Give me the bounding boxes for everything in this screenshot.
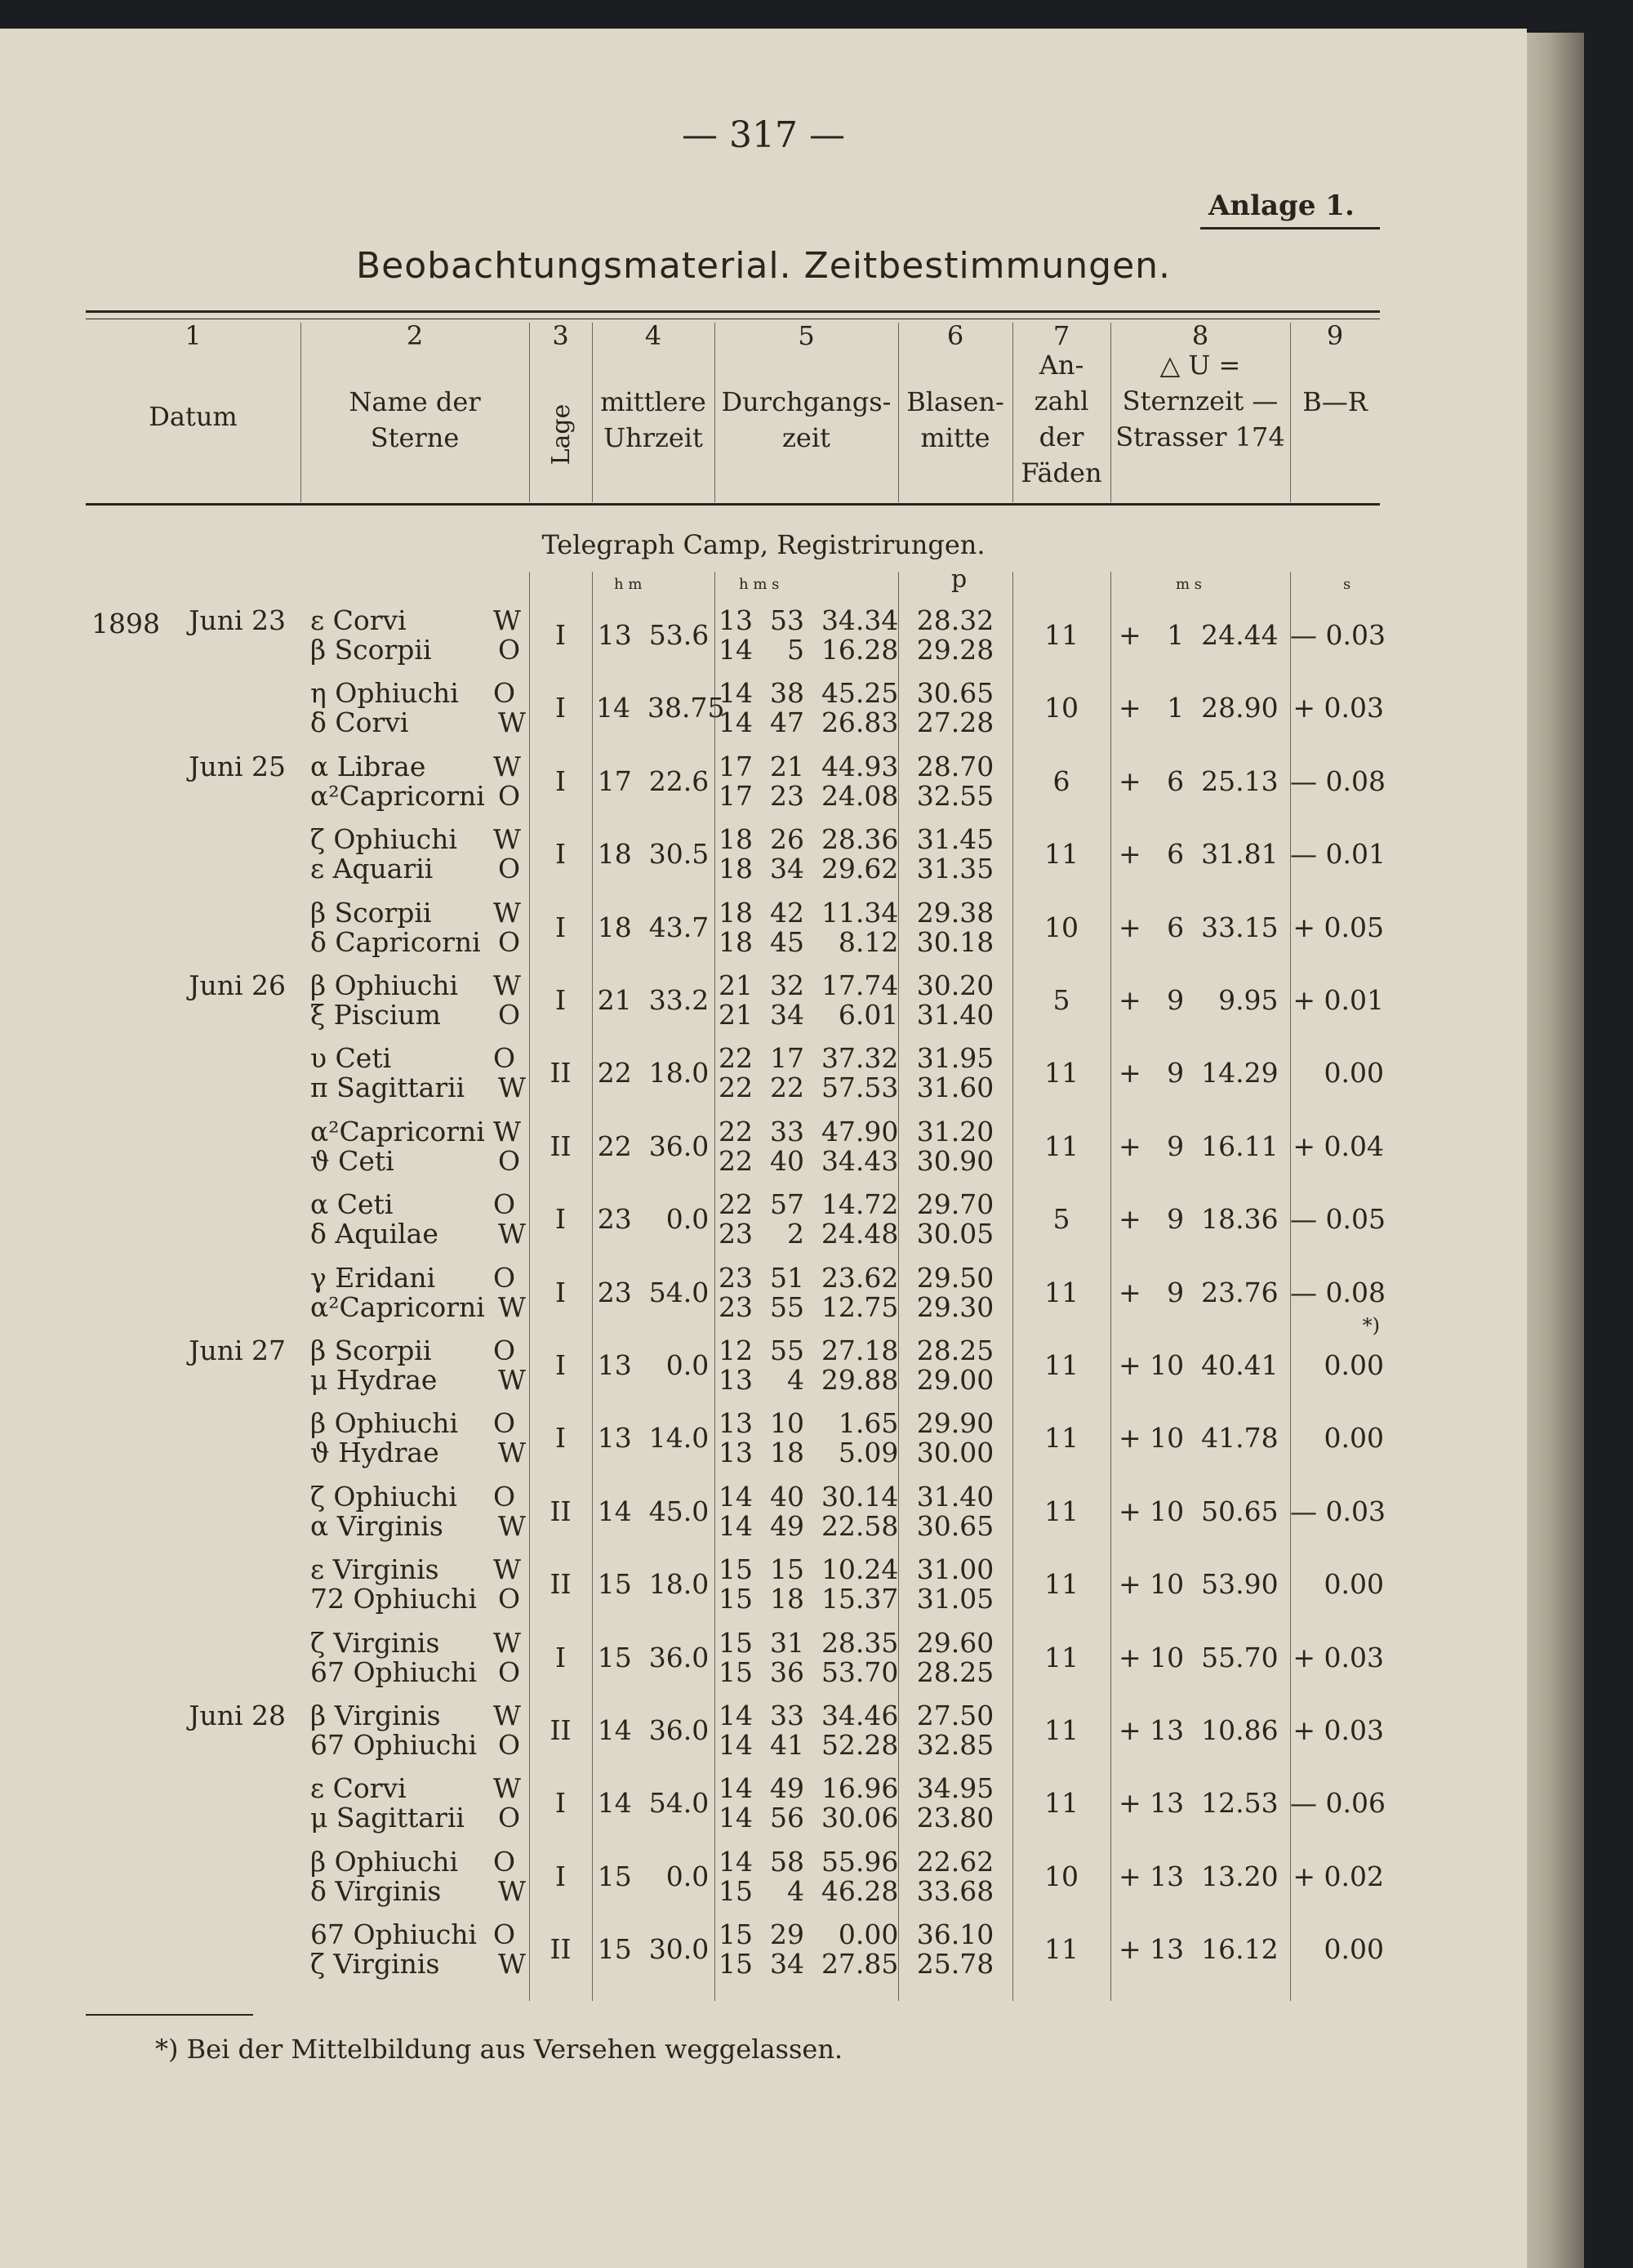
b-minus-r: — 0.08 bbox=[1290, 1276, 1386, 1308]
b-minus-r: + 0.03 bbox=[1293, 692, 1384, 724]
mean-clock-time: 14 36.0 bbox=[597, 1714, 710, 1746]
b-minus-r: 0.00 bbox=[1324, 1422, 1384, 1455]
star-name-2: α²Capricorni bbox=[310, 1290, 485, 1323]
delta-u: + 10 55.70 bbox=[1119, 1641, 1279, 1673]
lage-value: II bbox=[550, 1568, 572, 1601]
annex-label: Anlage 1. bbox=[1208, 189, 1355, 222]
thread-count: 11 bbox=[1044, 1568, 1079, 1601]
b-minus-r: — 0.05 bbox=[1290, 1203, 1386, 1236]
delta-u: + 9 9.95 bbox=[1119, 984, 1279, 1016]
transit-time-1: 14 49 16.96 bbox=[719, 1772, 899, 1805]
b-minus-r: + 0.02 bbox=[1293, 1860, 1384, 1892]
transit-time-2: 17 23 24.08 bbox=[719, 779, 899, 812]
bubble-middle-1: 31.20 bbox=[916, 1115, 994, 1147]
thread-count: 11 bbox=[1044, 1787, 1079, 1820]
star-position-1: O bbox=[493, 1335, 516, 1366]
transit-time-2: 23 55 12.75 bbox=[719, 1290, 899, 1323]
b-minus-r: — 0.03 bbox=[1290, 1495, 1386, 1527]
page-title: Beobachtungsmaterial. Zeitbestimmungen. bbox=[355, 245, 1172, 287]
star-name-2: ξ Piscium bbox=[310, 999, 441, 1031]
star-position-2: O bbox=[498, 779, 521, 812]
star-position-1: O bbox=[493, 1480, 516, 1513]
transit-time-2: 18 34 29.62 bbox=[719, 853, 899, 885]
star-position-2: O bbox=[498, 999, 521, 1031]
star-position-2: W bbox=[498, 1509, 526, 1542]
star-position-2: O bbox=[498, 853, 521, 885]
star-name-1: ζ Ophiuchi bbox=[310, 823, 457, 856]
star-name-2: μ Sagittarii bbox=[310, 1802, 465, 1834]
transit-time-1: 15 29 0.00 bbox=[719, 1918, 899, 1951]
star-name-2: δ Virginis bbox=[310, 1874, 442, 1907]
star-position-1: W bbox=[493, 750, 521, 782]
unit-uhr: h m bbox=[614, 576, 643, 593]
bubble-middle-2: 30.90 bbox=[916, 1144, 994, 1177]
bubble-middle-1: 31.95 bbox=[916, 1042, 994, 1075]
transit-time-2: 14 56 30.06 bbox=[719, 1802, 899, 1834]
lage-value: I bbox=[554, 1276, 567, 1308]
delta-u: + 10 53.90 bbox=[1119, 1568, 1279, 1601]
column-divider bbox=[592, 572, 593, 2001]
column-header-6: Blasen- mitte bbox=[906, 386, 1004, 453]
lage-value: I bbox=[554, 1787, 567, 1820]
star-position-2: O bbox=[498, 634, 521, 666]
star-name-2: α²Capricorni bbox=[310, 779, 485, 812]
bubble-middle-2: 31.05 bbox=[916, 1583, 994, 1615]
b-minus-r: + 0.04 bbox=[1293, 1130, 1384, 1162]
star-name-2: ϑ Hydrae bbox=[310, 1437, 439, 1469]
transit-time-1: 14 38 45.25 bbox=[719, 677, 899, 710]
lage-value: II bbox=[550, 1933, 572, 1966]
b-minus-r: — 0.06 bbox=[1290, 1787, 1386, 1820]
bubble-middle-2: 30.65 bbox=[916, 1509, 994, 1542]
bubble-middle-1: 31.40 bbox=[916, 1480, 994, 1513]
star-position-2: O bbox=[498, 1144, 521, 1177]
star-position-2: W bbox=[498, 1072, 526, 1104]
transit-time-2: 18 45 8.12 bbox=[719, 925, 899, 958]
delta-u: + 6 31.81 bbox=[1119, 838, 1279, 871]
mean-clock-time: 13 0.0 bbox=[597, 1349, 710, 1381]
lage-value: I bbox=[554, 1641, 567, 1673]
transit-time-2: 15 4 46.28 bbox=[719, 1874, 899, 1907]
b-minus-r: — 0.01 bbox=[1290, 838, 1386, 871]
transit-time-1: 14 33 34.46 bbox=[719, 1700, 899, 1731]
delta-u: + 13 13.20 bbox=[1119, 1860, 1279, 1892]
mean-clock-time: 15 18.0 bbox=[597, 1568, 710, 1601]
column-header-9: B—R bbox=[1302, 386, 1368, 417]
star-position-1: O bbox=[493, 1188, 516, 1221]
transit-time-2: 14 47 26.83 bbox=[719, 706, 899, 739]
star-name-2: β Scorpii bbox=[310, 634, 432, 666]
transit-time-1: 14 40 30.14 bbox=[719, 1480, 899, 1513]
row-date: Juni 26 bbox=[189, 969, 286, 1001]
b-minus-r: + 0.03 bbox=[1293, 1714, 1384, 1746]
bubble-middle-2: 32.55 bbox=[916, 779, 994, 812]
thread-count: 10 bbox=[1044, 911, 1079, 943]
bubble-middle-1: 29.50 bbox=[916, 1261, 994, 1294]
star-position-1: W bbox=[493, 1700, 521, 1731]
star-position-2: O bbox=[498, 1655, 521, 1688]
b-minus-r: + 0.03 bbox=[1293, 1641, 1384, 1673]
mean-clock-time: 23 0.0 bbox=[597, 1203, 710, 1236]
row-date: Juni 27 bbox=[189, 1335, 286, 1366]
bubble-middle-2: 27.28 bbox=[916, 706, 994, 739]
unit-durch: h m s bbox=[739, 576, 780, 593]
bubble-middle-1: 28.32 bbox=[916, 604, 994, 636]
page-number: — 317 — bbox=[682, 114, 845, 156]
bubble-middle-2: 31.40 bbox=[916, 999, 994, 1031]
column-number: 8 bbox=[1191, 320, 1209, 351]
thread-count: 5 bbox=[1052, 984, 1070, 1016]
b-minus-r: — 0.03 bbox=[1290, 619, 1386, 651]
column-number: 7 bbox=[1052, 320, 1070, 351]
star-position-2: W bbox=[498, 1874, 526, 1907]
star-name-1: ζ Virginis bbox=[310, 1626, 440, 1659]
column-header-2: Name der Sterne bbox=[349, 386, 481, 453]
star-position-2: W bbox=[498, 706, 526, 739]
mean-clock-time: 18 43.7 bbox=[597, 911, 710, 943]
lage-value: II bbox=[550, 1057, 572, 1089]
star-name-1: ε Corvi bbox=[310, 604, 407, 636]
star-name-1: ζ Ophiuchi bbox=[310, 1480, 457, 1513]
bubble-middle-2: 29.28 bbox=[916, 634, 994, 666]
thread-count: 11 bbox=[1044, 838, 1079, 871]
footnote-rule bbox=[86, 2014, 253, 2016]
b-minus-r: 0.00 bbox=[1324, 1057, 1384, 1089]
transit-time-2: 23 2 24.48 bbox=[719, 1218, 899, 1250]
star-name-2: α Virginis bbox=[310, 1509, 443, 1542]
mean-clock-time: 22 18.0 bbox=[597, 1057, 710, 1089]
bubble-middle-1: 28.25 bbox=[916, 1335, 994, 1366]
thread-count: 6 bbox=[1052, 764, 1070, 797]
mean-clock-time: 14 38.75 bbox=[596, 692, 725, 724]
thread-count: 11 bbox=[1044, 1933, 1079, 1966]
bubble-middle-1: 31.00 bbox=[916, 1553, 994, 1586]
star-name-1: 67 Ophiuchi bbox=[310, 1918, 478, 1951]
mean-clock-time: 23 54.0 bbox=[597, 1276, 710, 1308]
transit-time-1: 21 32 17.74 bbox=[719, 969, 899, 1001]
star-position-2: W bbox=[498, 1364, 526, 1396]
star-name-1: β Ophiuchi bbox=[310, 1845, 459, 1878]
star-name-1: β Ophiuchi bbox=[310, 969, 459, 1001]
delta-u: + 10 40.41 bbox=[1119, 1349, 1279, 1381]
lage-value: I bbox=[554, 911, 567, 943]
transit-time-1: 22 17 37.32 bbox=[719, 1042, 899, 1075]
transit-time-2: 14 41 52.28 bbox=[719, 1729, 899, 1761]
lage-value: I bbox=[554, 984, 567, 1016]
star-position-1: W bbox=[493, 896, 521, 929]
transit-time-1: 17 21 44.93 bbox=[719, 750, 899, 782]
star-position-1: W bbox=[493, 823, 521, 856]
unit-blase: p bbox=[951, 565, 968, 594]
lage-value: I bbox=[554, 692, 567, 724]
star-position-1: O bbox=[493, 1042, 516, 1075]
transit-time-2: 13 4 29.88 bbox=[719, 1364, 899, 1396]
delta-u: + 1 28.90 bbox=[1119, 692, 1279, 724]
bubble-middle-1: 29.90 bbox=[916, 1407, 994, 1440]
delta-u: + 10 50.65 bbox=[1119, 1495, 1279, 1527]
column-number: 2 bbox=[406, 320, 424, 351]
thread-count: 11 bbox=[1044, 619, 1079, 651]
star-name-2: ζ Virginis bbox=[310, 1948, 440, 1981]
lage-value: II bbox=[550, 1495, 572, 1527]
transit-time-1: 13 10 1.65 bbox=[719, 1407, 899, 1440]
transit-time-2: 14 5 16.28 bbox=[719, 634, 899, 666]
lage-value: I bbox=[554, 838, 567, 871]
mean-clock-time: 17 22.6 bbox=[597, 764, 710, 797]
bubble-middle-2: 25.78 bbox=[916, 1948, 994, 1981]
star-name-2: 72 Ophiuchi bbox=[310, 1583, 478, 1615]
transit-time-1: 13 53 34.34 bbox=[719, 604, 899, 636]
row-date: Juni 28 bbox=[189, 1700, 286, 1731]
transit-time-1: 22 33 47.90 bbox=[719, 1115, 899, 1147]
thread-count: 11 bbox=[1044, 1714, 1079, 1746]
lage-value: II bbox=[550, 1130, 572, 1162]
transit-time-2: 22 22 57.53 bbox=[719, 1072, 899, 1104]
b-minus-r: 0.00 bbox=[1324, 1568, 1384, 1601]
bubble-middle-1: 36.10 bbox=[916, 1918, 994, 1951]
star-name-1: β Scorpii bbox=[310, 1335, 432, 1366]
delta-u: + 13 16.12 bbox=[1119, 1933, 1279, 1966]
star-name-2: δ Aquilae bbox=[310, 1218, 438, 1250]
bubble-middle-2: 30.00 bbox=[916, 1437, 994, 1469]
star-position-2: W bbox=[498, 1948, 526, 1981]
bubble-middle-1: 22.62 bbox=[916, 1845, 994, 1878]
transit-time-2: 21 34 6.01 bbox=[719, 999, 899, 1031]
lage-value: II bbox=[550, 1714, 572, 1746]
star-name-1: η Ophiuchi bbox=[310, 677, 459, 710]
delta-u: + 6 33.15 bbox=[1119, 911, 1279, 943]
lage-value: I bbox=[554, 1203, 567, 1236]
star-name-2: π Sagittarii bbox=[310, 1072, 465, 1104]
bubble-middle-1: 30.20 bbox=[916, 969, 994, 1001]
thread-count: 11 bbox=[1044, 1422, 1079, 1455]
header-bottom-rule bbox=[86, 503, 1380, 506]
lage-value: I bbox=[554, 764, 567, 797]
thread-count: 5 bbox=[1052, 1203, 1070, 1236]
mean-clock-time: 15 30.0 bbox=[597, 1933, 710, 1966]
mean-clock-time: 18 30.5 bbox=[597, 838, 710, 871]
star-position-1: O bbox=[493, 1261, 516, 1294]
thread-count: 11 bbox=[1044, 1349, 1079, 1381]
star-name-1: α Librae bbox=[310, 750, 426, 782]
column-divider bbox=[714, 572, 715, 2001]
mean-clock-time: 15 0.0 bbox=[597, 1860, 710, 1892]
star-name-2: μ Hydrae bbox=[310, 1364, 438, 1396]
transit-time-2: 15 36 53.70 bbox=[719, 1655, 899, 1688]
b-minus-r: 0.00 bbox=[1324, 1349, 1384, 1381]
unit-br: s bbox=[1343, 576, 1351, 593]
star-name-1: β Scorpii bbox=[310, 896, 432, 929]
star-position-1: O bbox=[493, 1845, 516, 1878]
star-name-2: 67 Ophiuchi bbox=[310, 1729, 478, 1761]
transit-time-1: 22 57 14.72 bbox=[719, 1188, 899, 1221]
transit-time-1: 15 15 10.24 bbox=[719, 1553, 899, 1586]
column-number: 3 bbox=[552, 320, 569, 351]
delta-u: + 10 41.78 bbox=[1119, 1422, 1279, 1455]
lage-value: I bbox=[554, 1349, 567, 1381]
b-minus-r: + 0.05 bbox=[1293, 911, 1384, 943]
star-name-1: γ Eridani bbox=[310, 1261, 436, 1294]
b-minus-r: + 0.01 bbox=[1293, 984, 1384, 1016]
bubble-middle-1: 30.65 bbox=[916, 677, 994, 710]
transit-time-1: 18 42 11.34 bbox=[719, 896, 899, 929]
mean-clock-time: 15 36.0 bbox=[597, 1641, 710, 1673]
delta-u: + 13 10.86 bbox=[1119, 1714, 1279, 1746]
bubble-middle-2: 29.00 bbox=[916, 1364, 994, 1396]
thread-count: 11 bbox=[1044, 1276, 1079, 1308]
bubble-middle-2: 29.30 bbox=[916, 1290, 994, 1323]
star-name-1: α Ceti bbox=[310, 1188, 394, 1221]
transit-time-2: 22 40 34.43 bbox=[719, 1144, 899, 1177]
lage-value: I bbox=[554, 1860, 567, 1892]
unit-du: m s bbox=[1176, 576, 1203, 593]
column-header-7: An- zahl der Fäden bbox=[1021, 350, 1102, 488]
star-name-1: β Virginis bbox=[310, 1700, 441, 1731]
section-title: Telegraph Camp, Registrirungen. bbox=[541, 529, 986, 560]
star-name-1: ε Corvi bbox=[310, 1772, 407, 1805]
book-binding bbox=[1527, 33, 1584, 2268]
star-position-2: W bbox=[498, 1437, 526, 1469]
star-position-2: W bbox=[498, 1290, 526, 1323]
bubble-middle-2: 28.25 bbox=[916, 1655, 994, 1688]
star-name-2: ε Aquarii bbox=[310, 853, 434, 885]
mean-clock-time: 22 36.0 bbox=[597, 1130, 710, 1162]
transit-time-2: 15 18 15.37 bbox=[719, 1583, 899, 1615]
column-header-8: △ U = Sternzeit — Strasser 174 bbox=[1115, 350, 1285, 452]
year-label: 1898 bbox=[91, 608, 160, 639]
bubble-middle-1: 31.45 bbox=[916, 823, 994, 856]
transit-time-1: 14 58 55.96 bbox=[719, 1845, 899, 1878]
transit-time-2: 14 49 22.58 bbox=[719, 1509, 899, 1542]
bubble-middle-2: 32.85 bbox=[916, 1729, 994, 1761]
transit-time-2: 13 18 5.09 bbox=[719, 1437, 899, 1469]
star-name-1: υ Ceti bbox=[310, 1042, 392, 1075]
row-date: Juni 25 bbox=[189, 750, 286, 782]
mean-clock-time: 13 14.0 bbox=[597, 1422, 710, 1455]
star-position-2: O bbox=[498, 1729, 521, 1761]
star-position-1: O bbox=[493, 677, 516, 710]
transit-time-1: 15 31 28.35 bbox=[719, 1626, 899, 1659]
star-position-1: O bbox=[493, 1918, 516, 1951]
bubble-middle-2: 31.60 bbox=[916, 1072, 994, 1104]
star-name-1: α²Capricorni bbox=[310, 1115, 485, 1147]
transit-time-1: 23 51 23.62 bbox=[719, 1261, 899, 1294]
row-date: Juni 23 bbox=[189, 604, 286, 636]
star-position-1: W bbox=[493, 1115, 521, 1147]
bubble-middle-1: 27.50 bbox=[916, 1700, 994, 1731]
delta-u: + 13 12.53 bbox=[1119, 1787, 1279, 1820]
delta-u: + 9 14.29 bbox=[1119, 1057, 1279, 1089]
column-number: 9 bbox=[1326, 320, 1344, 351]
column-header-5: Durchgangs- zeit bbox=[721, 386, 892, 453]
column-header-1: Datum bbox=[149, 401, 238, 432]
mean-clock-time: 13 53.6 bbox=[597, 619, 710, 651]
mean-clock-time: 14 54.0 bbox=[597, 1787, 710, 1820]
transit-time-1: 12 55 27.18 bbox=[719, 1335, 899, 1366]
thread-count: 10 bbox=[1044, 692, 1079, 724]
delta-u: + 9 16.11 bbox=[1119, 1130, 1279, 1162]
bubble-middle-1: 28.70 bbox=[916, 750, 994, 782]
column-number: 5 bbox=[798, 320, 815, 351]
delta-u: + 1 24.44 bbox=[1119, 619, 1279, 651]
bubble-middle-2: 30.18 bbox=[916, 925, 994, 958]
bubble-middle-2: 23.80 bbox=[916, 1802, 994, 1834]
bubble-middle-1: 29.38 bbox=[916, 896, 994, 929]
bubble-middle-2: 30.05 bbox=[916, 1218, 994, 1250]
b-minus-r: 0.00 bbox=[1324, 1933, 1384, 1966]
thread-count: 10 bbox=[1044, 1860, 1079, 1892]
star-name-2: 67 Ophiuchi bbox=[310, 1655, 478, 1688]
column-header-4: mittlere Uhrzeit bbox=[600, 386, 706, 453]
bubble-middle-2: 31.35 bbox=[916, 853, 994, 885]
bubble-middle-1: 29.70 bbox=[916, 1188, 994, 1221]
thread-count: 11 bbox=[1044, 1641, 1079, 1673]
lage-value: I bbox=[554, 619, 567, 651]
delta-u: + 6 25.13 bbox=[1119, 764, 1279, 797]
column-header-3: Lage bbox=[547, 403, 576, 466]
star-position-2: O bbox=[498, 1802, 521, 1834]
lage-value: I bbox=[554, 1422, 567, 1455]
star-position-1: O bbox=[493, 1407, 516, 1440]
star-name-2: δ Capricorni bbox=[310, 925, 481, 958]
transit-time-2: 15 34 27.85 bbox=[719, 1948, 899, 1981]
transit-time-1: 18 26 28.36 bbox=[719, 823, 899, 856]
bubble-middle-2: 33.68 bbox=[916, 1874, 994, 1907]
column-number: 4 bbox=[644, 320, 662, 351]
bubble-middle-1: 29.60 bbox=[916, 1626, 994, 1659]
thread-count: 11 bbox=[1044, 1130, 1079, 1162]
thread-count: 11 bbox=[1044, 1495, 1079, 1527]
mean-clock-time: 14 45.0 bbox=[597, 1495, 710, 1527]
star-name-2: ϑ Ceti bbox=[310, 1144, 394, 1177]
mean-clock-time: 21 33.2 bbox=[597, 984, 710, 1016]
star-position-1: W bbox=[493, 1553, 521, 1586]
star-position-2: W bbox=[498, 1218, 526, 1250]
delta-u: + 9 23.76 bbox=[1119, 1276, 1279, 1308]
star-position-1: W bbox=[493, 1626, 521, 1659]
star-position-1: W bbox=[493, 604, 521, 636]
b-minus-r: — 0.08 bbox=[1290, 764, 1386, 797]
row-footnote-mark: *) bbox=[1362, 1313, 1380, 1337]
delta-u: + 9 18.36 bbox=[1119, 1203, 1279, 1236]
column-number: 1 bbox=[185, 320, 202, 351]
star-position-1: W bbox=[493, 969, 521, 1001]
annex-underline bbox=[1200, 227, 1380, 229]
star-name-1: β Ophiuchi bbox=[310, 1407, 459, 1440]
column-divider bbox=[1110, 572, 1111, 2001]
bubble-middle-1: 34.95 bbox=[916, 1772, 994, 1805]
footnote: *) Bei der Mittelbildung aus Versehen weggelassen. bbox=[155, 2034, 843, 2065]
table-top-rule bbox=[86, 310, 1380, 313]
thread-count: 11 bbox=[1044, 1057, 1079, 1089]
star-position-2: O bbox=[498, 925, 521, 958]
column-number: 6 bbox=[946, 320, 964, 351]
star-position-2: O bbox=[498, 1583, 521, 1615]
star-name-1: ε Virginis bbox=[310, 1553, 439, 1586]
star-name-2: δ Corvi bbox=[310, 706, 409, 739]
star-position-1: W bbox=[493, 1772, 521, 1805]
